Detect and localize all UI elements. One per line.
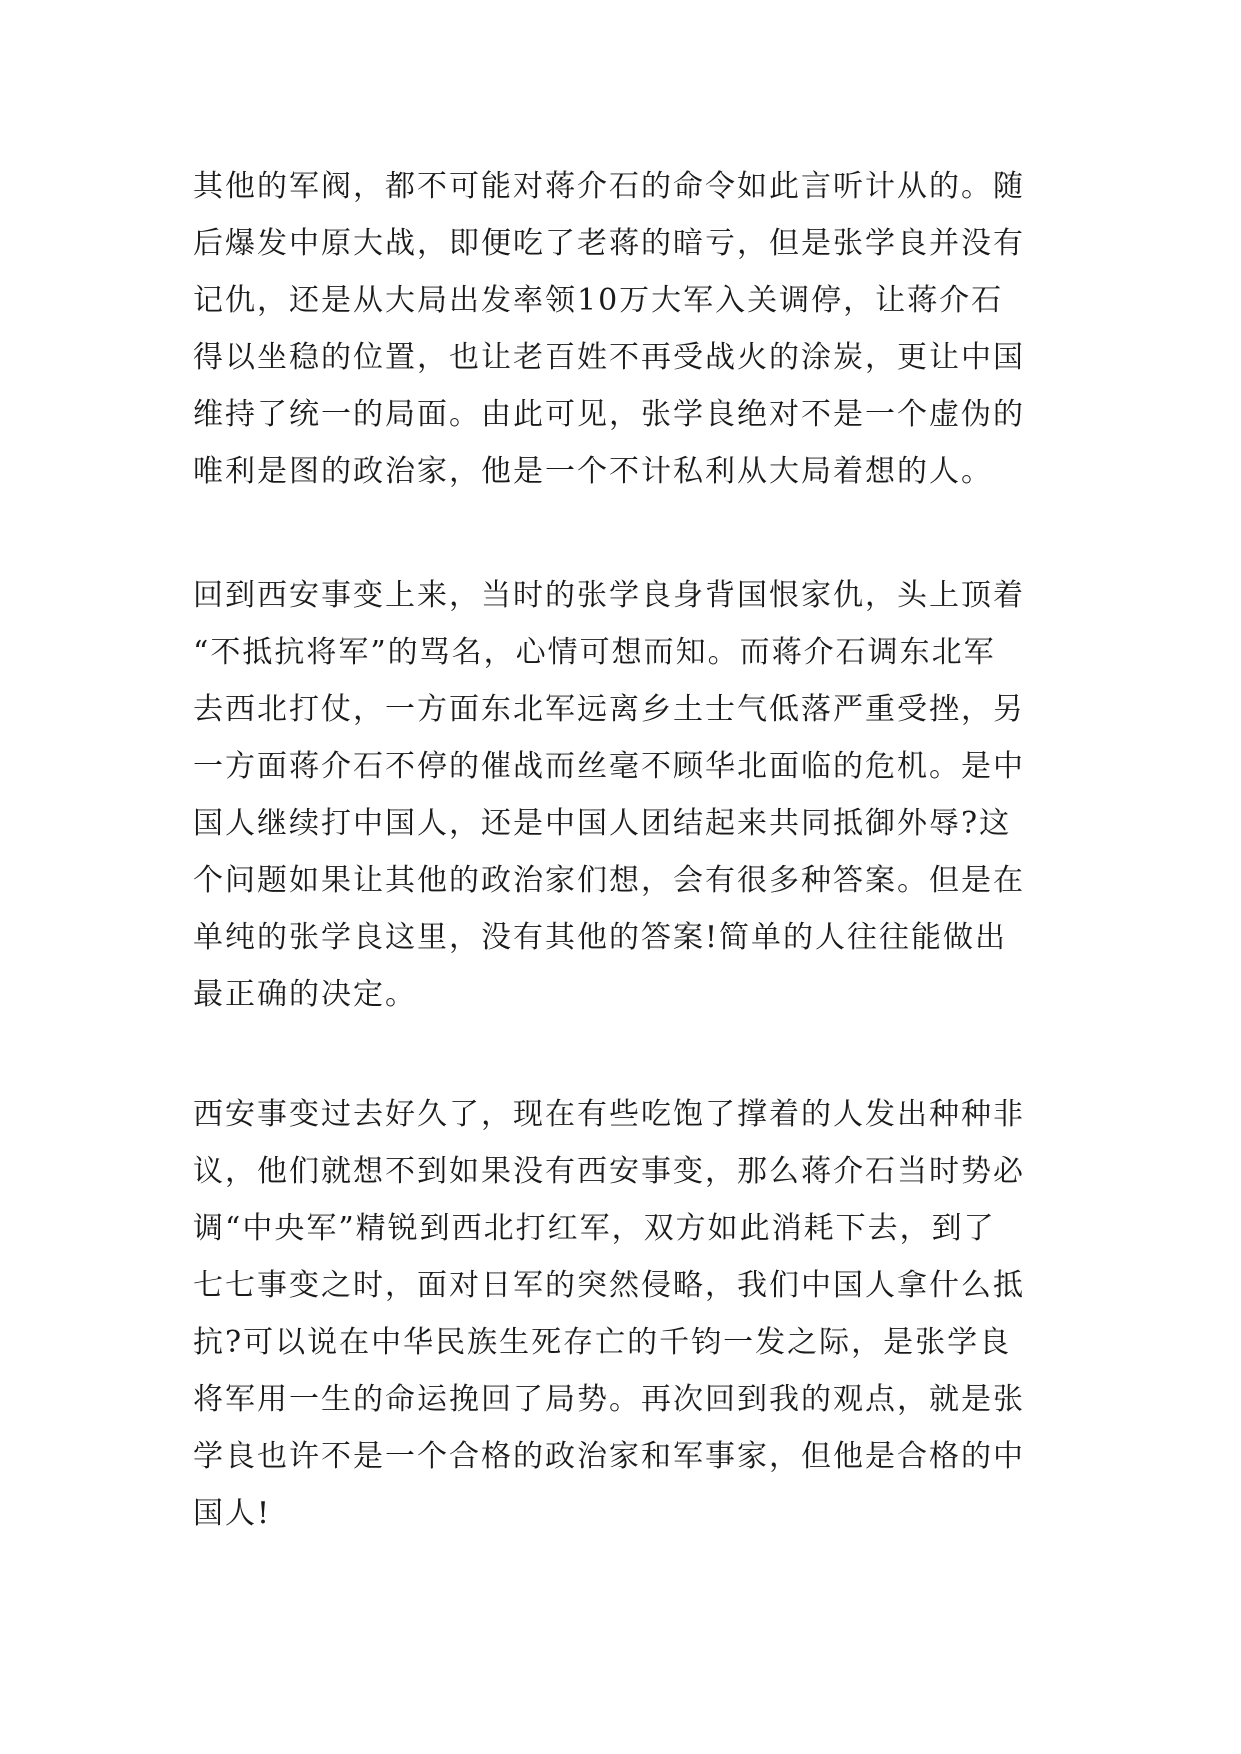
paragraph-line: 唯利是图的政治家，他是一个不计私利从大局着想的人。 bbox=[193, 454, 993, 489]
paragraph-line: 将军用一生的命运挽回了局势。再次回到我的观点，就是张 bbox=[193, 1382, 1025, 1417]
paragraph-line: 回到西安事变上来，当时的张学良身背国恨家仇，头上顶着 bbox=[193, 578, 1025, 613]
paragraph-1 bbox=[193, 158, 1053, 500]
paragraph-line: 后爆发中原大战，即便吃了老蒋的暗亏，但是张学良并没有 bbox=[193, 226, 1025, 261]
paragraph-line: 记仇，还是从大局出发率领10万大军入关调停，让蒋介石 bbox=[193, 283, 1004, 318]
paragraph-line: 个问题如果让其他的政治家们想，会有很多种答案。但是在 bbox=[193, 863, 1025, 898]
paragraph-line: 得以坐稳的位置，也让老百姓不再受战火的涂炭，更让中国 bbox=[193, 340, 1025, 375]
paragraph-line: 七七事变之时，面对日军的突然侵略，我们中国人拿什么抵 bbox=[193, 1268, 1025, 1303]
paragraph-line: 议，他们就想不到如果没有西安事变，那么蒋介石当时势必 bbox=[193, 1154, 1025, 1189]
paragraph-2 bbox=[193, 567, 1053, 1023]
paragraph-line: 抗?可以说在中华民族生死存亡的千钧一发之际，是张学良 bbox=[193, 1325, 1012, 1360]
paragraph-line: 最正确的决定。 bbox=[193, 977, 417, 1012]
paragraph-line: 一方面蒋介石不停的催战而丝毫不顾华北面临的危机。是中 bbox=[193, 749, 1025, 784]
paragraph-line: 西安事变过去好久了，现在有些吃饱了撑着的人发出种种非 bbox=[193, 1097, 1025, 1132]
paragraph-line: 国人! bbox=[193, 1496, 272, 1531]
paragraph-line: 单纯的张学良这里，没有其他的答案!简单的人往往能做出 bbox=[193, 920, 1008, 955]
paragraph-line: “不抵抗将军”的骂名，心情可想而知。而蒋介石调东北军 bbox=[193, 635, 996, 670]
paragraph-3 bbox=[193, 1086, 1053, 1542]
paragraph-line: 国人继续打中国人，还是中国人团结起来共同抵御外辱?这 bbox=[193, 806, 1012, 841]
paragraph-line: 调“中央军”精锐到西北打红军，双方如此消耗下去，到了 bbox=[193, 1211, 996, 1246]
paragraph-line: 去西北打仗，一方面东北军远离乡土士气低落严重受挫，另 bbox=[193, 692, 1025, 727]
paragraph-line: 维持了统一的局面。由此可见，张学良绝对不是一个虚伪的 bbox=[193, 397, 1025, 432]
paragraph-line: 其他的军阀，都不可能对蒋介石的命令如此言听计从的。随 bbox=[193, 169, 1025, 204]
paragraph-line: 学良也许不是一个合格的政治家和军事家，但他是合格的中 bbox=[193, 1439, 1025, 1474]
